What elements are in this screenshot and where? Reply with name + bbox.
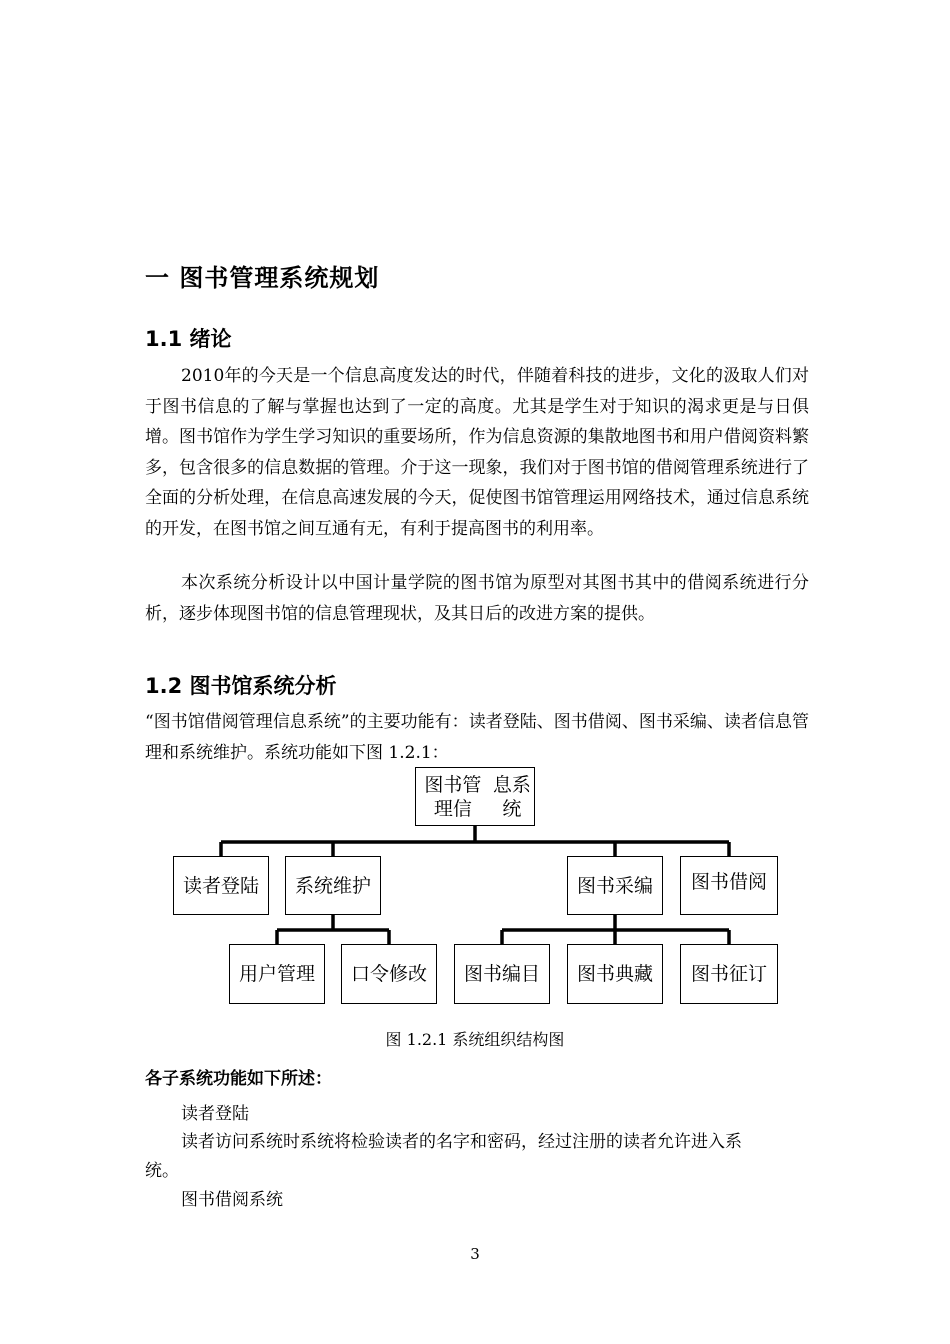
page-number: 3 xyxy=(470,1245,480,1263)
reader-login-title: 读者登陆 xyxy=(181,1104,249,1124)
node-book-ordering: 图书征订 xyxy=(680,944,778,1004)
book-borrow-title: 图书借阅系统 xyxy=(181,1190,283,1210)
intro-paragraph-1: 2010年的今天是一个信息高度发达的时代，伴随着科技的进步，文化的汲取人们对于图书信息的了解与掌握也达到了一定的高度。尤其是学生对于知识的渴求更是与日俱增。图书馆作为学生学习知识的重要场所，作为信息资源的集散地图书和用户借阅资料繁多，包含很多的信息数据的管理。介于这一现象，我们对于图书馆的借阅管理系统进行了全面的分析处理，在信息高速发展的今天，促使图书馆管理运用网络技术，通过信息系统的开发，在图书馆之间互通有无，有利于提高图书的利用率。 xyxy=(145,366,809,539)
node-user-management: 用户管理 xyxy=(229,944,325,1004)
chapter-heading: 一 图书管理系统规划 xyxy=(145,264,380,292)
node-password-change: 口令修改 xyxy=(341,944,437,1004)
section-heading-1-1: 1.1 绪论 xyxy=(145,327,232,351)
reader-login-desc-line2: 统。 xyxy=(145,1161,179,1181)
node-root-system: 图书管理信 息系统 xyxy=(415,767,535,826)
figure-caption: 图 1.2.1 系统组织结构图 xyxy=(385,1030,565,1049)
node-book-cataloging: 图书编目 xyxy=(454,944,550,1004)
reader-login-desc-line1: 读者访问系统时系统将检验读者的名字和密码，经过注册的读者允许进入系 xyxy=(181,1132,742,1152)
node-reader-login: 读者登陆 xyxy=(173,856,269,915)
node-system-maintenance: 系统维护 xyxy=(285,856,381,915)
section-heading-1-2: 1.2 图书馆系统分析 xyxy=(145,674,337,698)
node-book-borrowing: 图书借阅 xyxy=(680,856,778,915)
node-book-acquisition: 图书采编 xyxy=(567,856,663,915)
node-book-collection: 图书典藏 xyxy=(567,944,663,1004)
intro-paragraph-2: 本次系统分析设计以中国计量学院的图书馆为原型对其图书其中的借阅系统进行分析，逐步体现图书馆的信息管理现状，及其日后的改进方案的提供。 xyxy=(145,573,809,624)
system-intro-paragraph: “图书馆借阅管理信息系统”的主要功能有：读者登陆、图书借阅、图书采编、读者信息管理和系统维护。系统功能如下图 1.2.1： xyxy=(145,712,809,763)
subsystems-label: 各子系统功能如下所述： xyxy=(145,1069,332,1089)
